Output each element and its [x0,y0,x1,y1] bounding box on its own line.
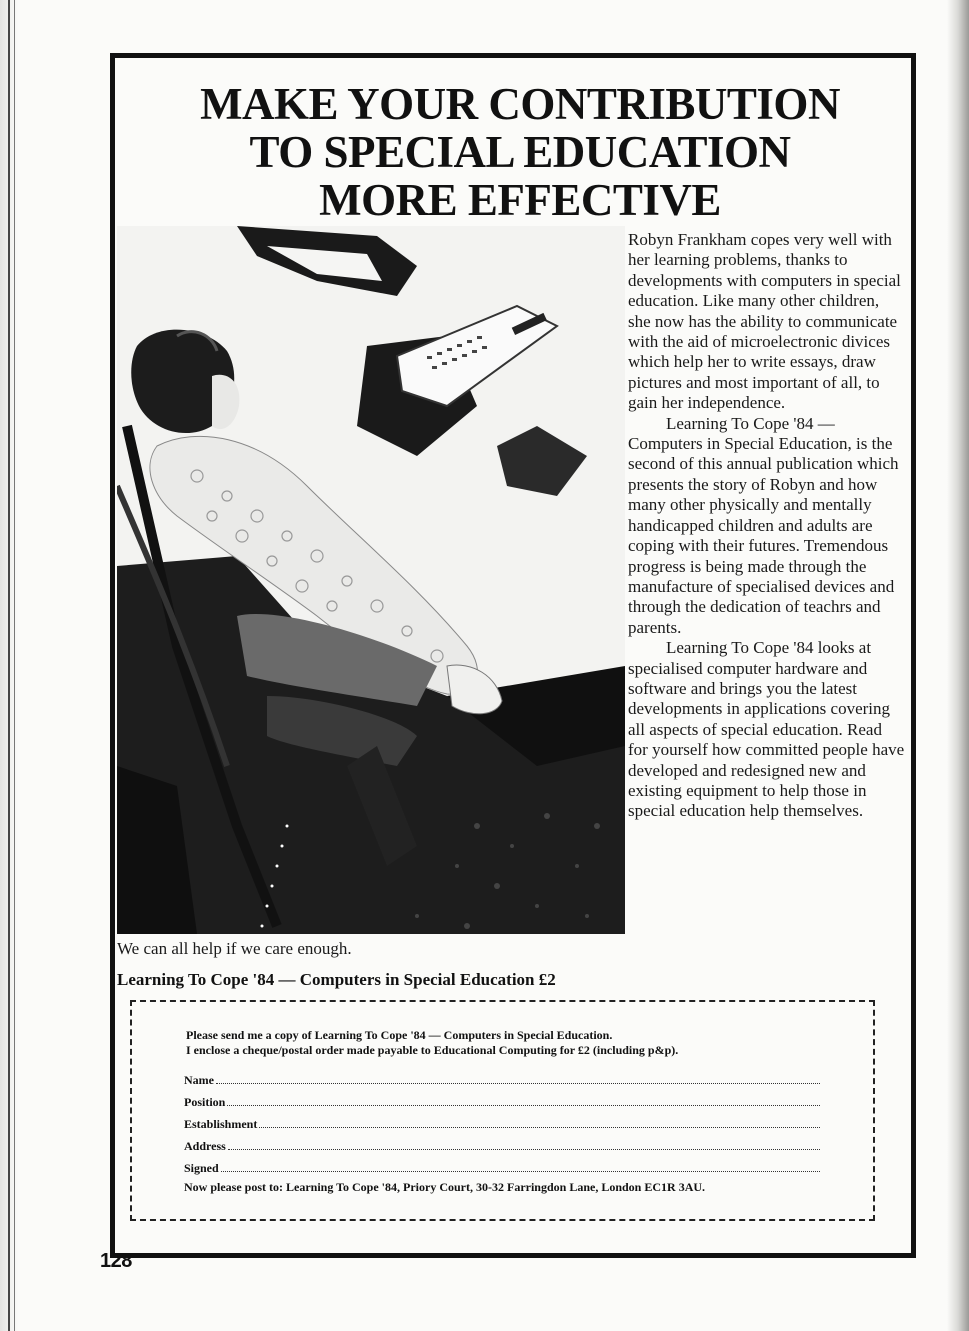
tagline: We can all help if we care enough. [117,939,352,958]
name-field[interactable] [184,1068,820,1088]
postal-address: Now please post to: Learning To Cope '84, Priory Court, 30-32 Farringdon Lane, London EC1R 3AU. [184,1180,706,1194]
name-label: Name [184,1073,214,1087]
coupon-intro-line-1: Please send me a copy of Learning To Cope '84 — Computers in Special Education. [186,1028,613,1042]
establishment-line[interactable] [259,1127,820,1128]
establishment-label: Establishment [184,1117,258,1131]
position-label: Position [184,1095,226,1109]
address-line[interactable] [228,1149,820,1150]
gutter-line [14,0,15,1331]
signed-line[interactable] [221,1171,820,1172]
price-line: Learning To Cope '84 — Computers in Special Education £2 [117,970,556,989]
establishment-field[interactable] [184,1112,820,1132]
coupon-intro-line-2: I enclose a cheque/postal order made payable to Educational Computing for £2 (including p&p). [186,1043,679,1057]
name-line[interactable] [216,1083,820,1084]
body-paragraph-2: Learning To Cope '84 — Computers in Special Education, is the second of this annual publication which presents the story of Robyn and how many other physically and mentally handicapped children and adults are coping with their futures. Tremendous progress is being made through the manufacture of specialised devices and through the dedication of teachrs and parents. [628,413,899,637]
coupon-intro [186,1028,826,1058]
body-paragraph-1: Robyn Frankham copes very well with her learning problems, thanks to developments with computers in special education. Like many other children, she now has the ability to communicate with the aid of microelectronic divices which help her to write essays, draw pictures and most important of all, to gain her independence. [628,230,901,413]
address-label: Address [184,1139,226,1153]
signed-field[interactable] [184,1156,820,1176]
position-line[interactable] [227,1105,820,1106]
photo-girl-at-computer [117,226,625,934]
position-field[interactable] [184,1090,820,1110]
headline-line-2: TO SPECIAL EDUCATION [249,127,791,177]
page-edge [947,0,969,1331]
headline-line-3: MORE EFFECTIVE [319,175,721,225]
address-field[interactable] [184,1134,820,1154]
page-number: 128 [100,1250,132,1272]
body-text [628,230,906,822]
headline [130,80,910,224]
signed-label: Signed [184,1161,219,1175]
headline-line-1: MAKE YOUR CONTRIBUTION [200,79,840,129]
body-paragraph-3: Learning To Cope '84 looks at specialised computer hardware and software and brings you the latest developments in applications covering all aspects of special education. Read for yourself how committed people have developed and redesigned new and existing equipment to help those in special education help themselves. [628,638,905,821]
gutter-line [8,0,10,1331]
